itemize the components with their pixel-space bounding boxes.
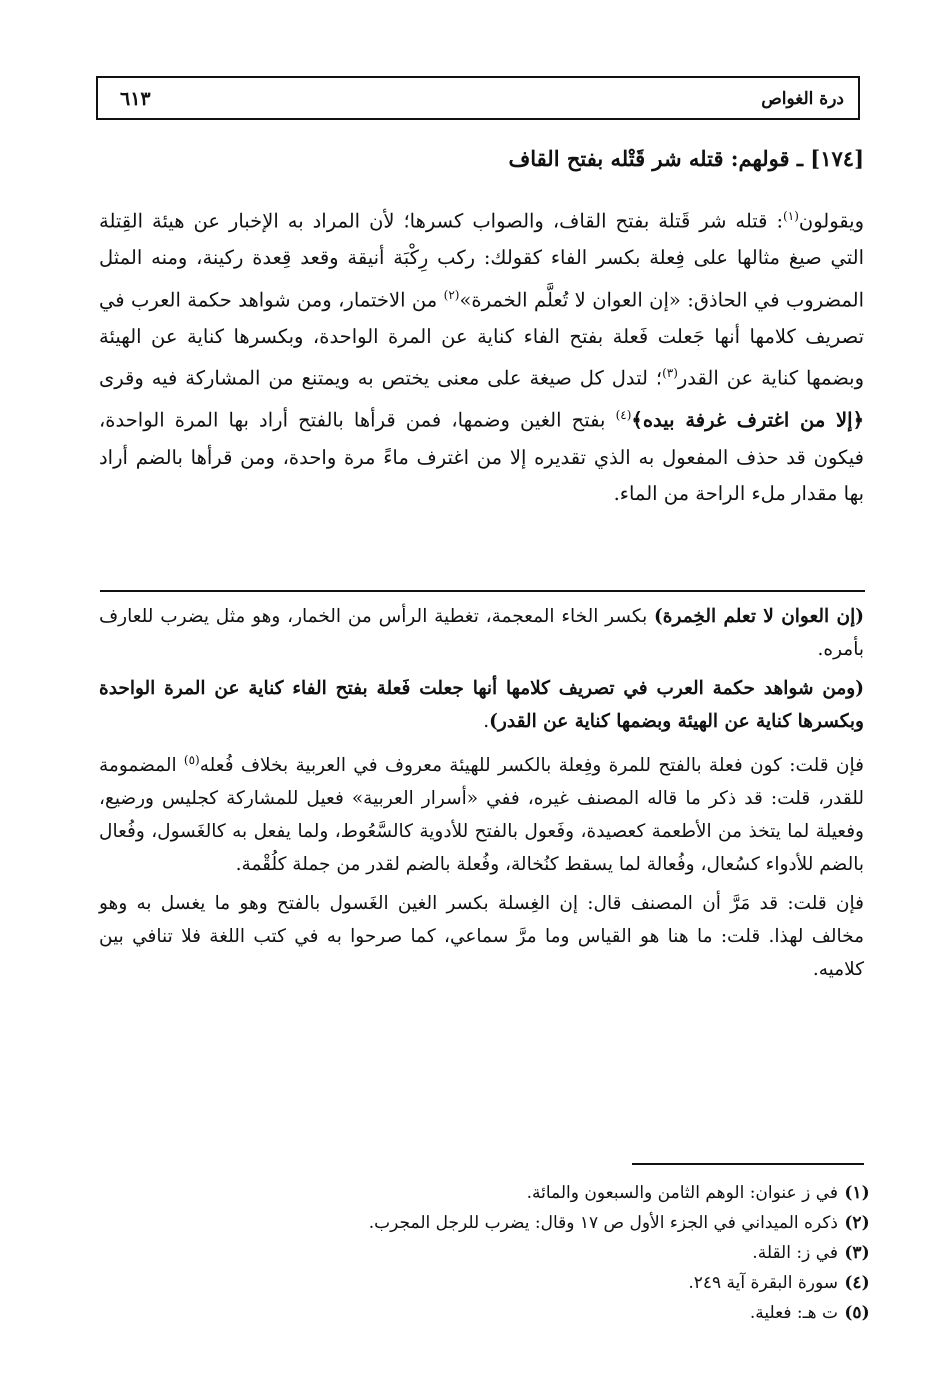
page-number: ٦١٣	[120, 88, 151, 110]
text-divider	[100, 590, 865, 592]
footnote-divider	[632, 1163, 864, 1165]
footnote-ref: (٥)	[183, 753, 200, 767]
footnotes-list	[176, 1178, 876, 1328]
quoted-phrase: (ومن شواهد حكمة العرب في تصريف كلامها أنها جعلت فَعلة بفتح الفاء كناية عن المرة الواحدة وبكسرها كناية عن الهيئة وبضمها كناية عن القدر)	[99, 678, 864, 732]
text-run: ويقولون	[798, 209, 864, 233]
commentary	[99, 600, 864, 992]
main-paragraph	[99, 198, 864, 513]
footnote-text: في ز عنوان: الوهم الثامن والسبعون والمائة.	[526, 1183, 838, 1203]
footnote-text: في ز: القلة.	[752, 1243, 838, 1263]
footnote-number: (٢)	[844, 1213, 870, 1233]
text-run: المضمومة للقدر، قلت: قد ذكر ما قاله المصنف غيره، ففي «أسرار العربية» فعيل للمشاركة كجليس ورضيع، وفعيلة لما يتخذ من الأطعمة كعصيدة، وفَعول بالفتح للأدوية كالسَّعُوط، ولما يفعل به كالغَسول، وفُعال بالضم للأدواء كسُعال، وفُعالة لما يسقط كنُخالة، وفُعلة بالضم لقدر من جملة كلُقْمة.	[99, 755, 864, 876]
footnote-number: (١)	[844, 1183, 870, 1203]
text-run: فإن قلت: كون فعلة بالفتح للمرة وفِعلة بالكسر للهيئة معروف في العربية بخلاف فُعله	[199, 755, 864, 777]
footnote-text: سورة البقرة آية ٢٤٩.	[688, 1273, 838, 1293]
text-run: بكسر الخاء المعجمة، تغطية الرأس من الخمار، وهو مثل يضرب للعارف بأمره.	[99, 606, 864, 660]
main-text	[99, 198, 864, 513]
commentary-paragraph	[99, 672, 864, 738]
footnote-ref: (٣)	[662, 366, 678, 381]
footnote-number: (٥)	[844, 1303, 870, 1323]
footnote-ref: (٤)	[615, 408, 632, 423]
text-run: فإن قلت: قد مَرَّ أن المصنف قال: إن الغِسلة بكسر الغين الغَسول بالفتح وهو ما يغسل به وهو مخالف لهذا. قلت: ما هنا هو القياس وما مرَّ سماعي، كما صرحوا به في كتب اللغة فلا تنافي بين كلاميه.	[99, 893, 864, 981]
text-run: ؛ لتدل كل صيغة على معنى يختص به ويمتنع من المشاركة فيه وقرى	[99, 366, 663, 390]
footnote-item	[176, 1208, 876, 1238]
commentary-paragraph	[99, 600, 864, 666]
section-heading: [١٧٤] ـ قولهم: قتله شر قَتْله بفتح القاف	[508, 146, 864, 171]
footnote-text: ذكره الميداني في الجزء الأول ص ١٧ وقال: يضرب للرجل المجرب.	[368, 1213, 838, 1233]
text-run: .	[483, 711, 490, 732]
quran-quote: ﴿إلا من اغترف غرفة بيده﴾	[631, 408, 864, 432]
footnote-number: (٤)	[844, 1273, 870, 1293]
commentary-paragraph	[99, 887, 864, 986]
footnote-ref: (١)	[783, 209, 799, 223]
text-run: من الاختمار، ومن شواهد حكمة العرب في تصريف كلامها أنها جَعلت فَعلة بفتح الفاء كناية عن المرة الواحدة، وبكسرها كناية عن الهيئة وبضمها كناية عن القدر	[99, 288, 864, 390]
footnote-item	[176, 1238, 876, 1268]
commentary-paragraph	[99, 744, 864, 881]
footnote-item	[176, 1298, 876, 1328]
text-run: : قتله شر قَتلة بفتح القاف، والصواب كسرها؛ لأن المراد به الإخبار عن هيئة القِتلة التي صيغ مثالها على فِعلة بكسر الفاء كقولك: ركب رِكْبَة أنيقة وقعد قِعدة ركينة، ومنه المثل المضروب في الحاذق: «إن العوان لا تُعلَّم الخمرة»	[99, 209, 864, 312]
footnote-item	[176, 1268, 876, 1298]
running-title: درة الغواص	[761, 89, 844, 109]
footnote-number: (٣)	[844, 1243, 870, 1263]
quoted-phrase: (إن العوان لا تعلم الخِمرة)	[654, 606, 864, 627]
text-run: بفتح الغين وضمها، فمن قرأها بالفتح أراد بها المرة الواحدة، فيكون قد حذف المفعول به الذي تقديره إلا من اغترف ماءً مرة واحدة، ومن قرأها بالضم أراد بها مقدار ملء الراحة من الماء.	[99, 408, 864, 506]
footnote-ref: (٢)	[443, 287, 460, 302]
footnote-item	[176, 1178, 876, 1208]
footnote-text: ت هـ: فعلية.	[749, 1303, 838, 1323]
running-header	[96, 76, 860, 120]
